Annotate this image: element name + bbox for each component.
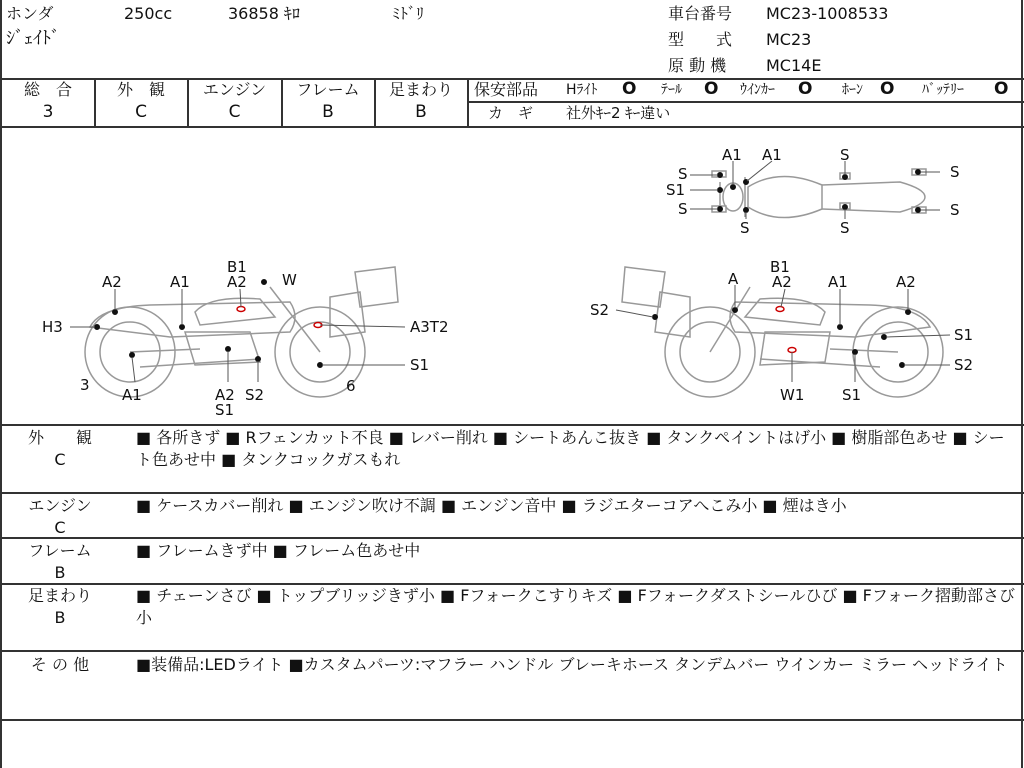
- safety-horn-status: O: [880, 79, 895, 99]
- svg-text:B1: B1: [227, 258, 247, 276]
- section-engine-label: エンジン C: [28, 496, 92, 537]
- leader-lines: [70, 161, 950, 382]
- svg-text:S1: S1: [842, 386, 862, 404]
- svg-text:A2: A2: [772, 273, 792, 291]
- grade-suspension-label: 足まわり: [388, 80, 453, 99]
- safety-headlight-status: O: [622, 79, 637, 99]
- frame-no: MC23-1008533: [766, 4, 889, 23]
- safety-horn: ﾎｰﾝ: [842, 82, 863, 98]
- svg-text:A2: A2: [227, 273, 247, 291]
- grade-overall-value: 3: [42, 102, 54, 122]
- engine-label: 原 動 機: [668, 56, 727, 75]
- svg-text:S2: S2: [954, 356, 974, 374]
- section-suspension-label: 足まわり B: [27, 586, 92, 627]
- svg-text:A2: A2: [102, 273, 122, 291]
- svg-text:S: S: [950, 201, 960, 219]
- damage-diagram: [0, 127, 1022, 423]
- svg-text:A1: A1: [828, 273, 848, 291]
- safety-winker-status: O: [798, 79, 813, 99]
- red-markers: [237, 307, 796, 353]
- svg-text:A3T2: A3T2: [410, 318, 449, 336]
- safety-winker: ｳｲﾝｶｰ: [740, 82, 775, 98]
- divider-sec5: [0, 719, 1024, 721]
- svg-text:S2: S2: [245, 386, 265, 404]
- svg-text:A2: A2: [896, 273, 916, 291]
- safety-label: 保安部品: [474, 80, 539, 99]
- divider-sec4: [0, 650, 1024, 652]
- safety-tail-status: O: [704, 79, 719, 99]
- section-engine-text: ■ ケースカバー削れ ■ エンジン吹け不調 ■ エンジン音中 ■ ラジエターコアへこみ小 ■ 煙はき小: [136, 496, 847, 515]
- safety-battery: ﾊﾞｯﾃﾘｰ: [922, 82, 964, 98]
- damage-markers: [95, 170, 921, 368]
- section-exterior-label: 外 観 C: [27, 428, 92, 469]
- color: ﾐﾄﾞﾘ: [392, 4, 425, 23]
- svg-text:A2: A2: [215, 386, 235, 404]
- grade-exterior-value: C: [135, 102, 147, 122]
- svg-text:B1: B1: [770, 258, 790, 276]
- engine-value: MC14E: [766, 56, 822, 75]
- svg-text:S1: S1: [666, 181, 686, 199]
- grade-frame-label: フレーム: [296, 80, 360, 99]
- divider-sec1: [0, 492, 1024, 494]
- key-label: カ ギ: [488, 104, 534, 122]
- safety-headlight: Hﾗｲﾄ: [566, 82, 598, 98]
- section-frame-text: ■ フレームきず中 ■ フレーム色あせ中: [136, 541, 421, 560]
- svg-text:W: W: [282, 271, 297, 289]
- key-value: 社外ｷｰ2 ｷｰ違い: [566, 104, 671, 122]
- svg-text:A1: A1: [122, 386, 142, 404]
- section-other-text: ■装備品:LEDライト ■カスタムパーツ:マフラー ハンドル ブレーキホース タンデムバー ウインカー ミラー ヘッドライト: [136, 655, 1008, 674]
- svg-text:S2: S2: [590, 301, 610, 319]
- svg-text:S: S: [678, 200, 688, 218]
- divider-diagram: [0, 424, 1024, 426]
- grade-col-5: [467, 78, 469, 126]
- grade-frame-value: B: [322, 102, 334, 122]
- svg-text:S: S: [678, 165, 688, 183]
- section-other-label: そ の 他: [30, 655, 90, 674]
- section-suspension-text: ■ チェーンさび ■ トップブリッジきず小 ■ Fフォークこすりキズ ■ Fフォークダストシールひび ■ Fフォーク摺動部さび小: [136, 586, 1016, 627]
- svg-text:A: A: [728, 270, 739, 288]
- grade-engine-value: C: [228, 102, 241, 122]
- svg-text:A1: A1: [762, 146, 782, 164]
- section-frame-label: フレーム B: [28, 541, 92, 582]
- type-label: 型 式: [668, 30, 733, 49]
- safety-tail: ﾃｰﾙ: [661, 82, 682, 98]
- divider-sec2: [0, 537, 1024, 539]
- grade-engine-label: エンジン: [202, 80, 267, 99]
- maker: ホンダ: [6, 4, 54, 23]
- svg-text:S: S: [740, 219, 750, 237]
- svg-text:S: S: [840, 146, 850, 164]
- svg-text:S1: S1: [954, 326, 974, 344]
- grade-overall-label: 総 合: [23, 80, 72, 99]
- svg-text:A1: A1: [170, 273, 190, 291]
- grade-suspension-value: B: [415, 102, 427, 122]
- grade-exterior-label: 外 観: [116, 80, 165, 99]
- svg-text:W1: W1: [780, 386, 805, 404]
- mileage: 36858 ｷﾛ: [228, 4, 300, 23]
- section-exterior-text: ■ 各所きず ■ Rフェンカット不良 ■ レバー削れ ■ シートあんこ抜き ■ タンクペイントはげ小 ■ 樹脂部色あせ ■ シート色あせ中 ■ タンクコックガスもれ: [136, 428, 1005, 469]
- svg-text:H3: H3: [42, 318, 63, 336]
- svg-text:A1: A1: [722, 146, 742, 164]
- type-value: MC23: [766, 30, 812, 49]
- svg-text:S: S: [840, 219, 850, 237]
- svg-text:S1: S1: [410, 356, 430, 374]
- safety-battery-status: O: [994, 79, 1009, 99]
- svg-text:3: 3: [80, 376, 90, 394]
- divider-safety: [468, 101, 1024, 103]
- svg-text:S1: S1: [215, 401, 235, 419]
- diagram-labels: [42, 146, 973, 419]
- frame-no-label: 車台番号: [668, 4, 733, 23]
- model-name: ｼﾞｪｲﾄﾞ: [6, 28, 60, 49]
- displacement: 250cc: [124, 4, 173, 23]
- svg-text:6: 6: [346, 377, 356, 395]
- svg-text:S: S: [950, 163, 960, 181]
